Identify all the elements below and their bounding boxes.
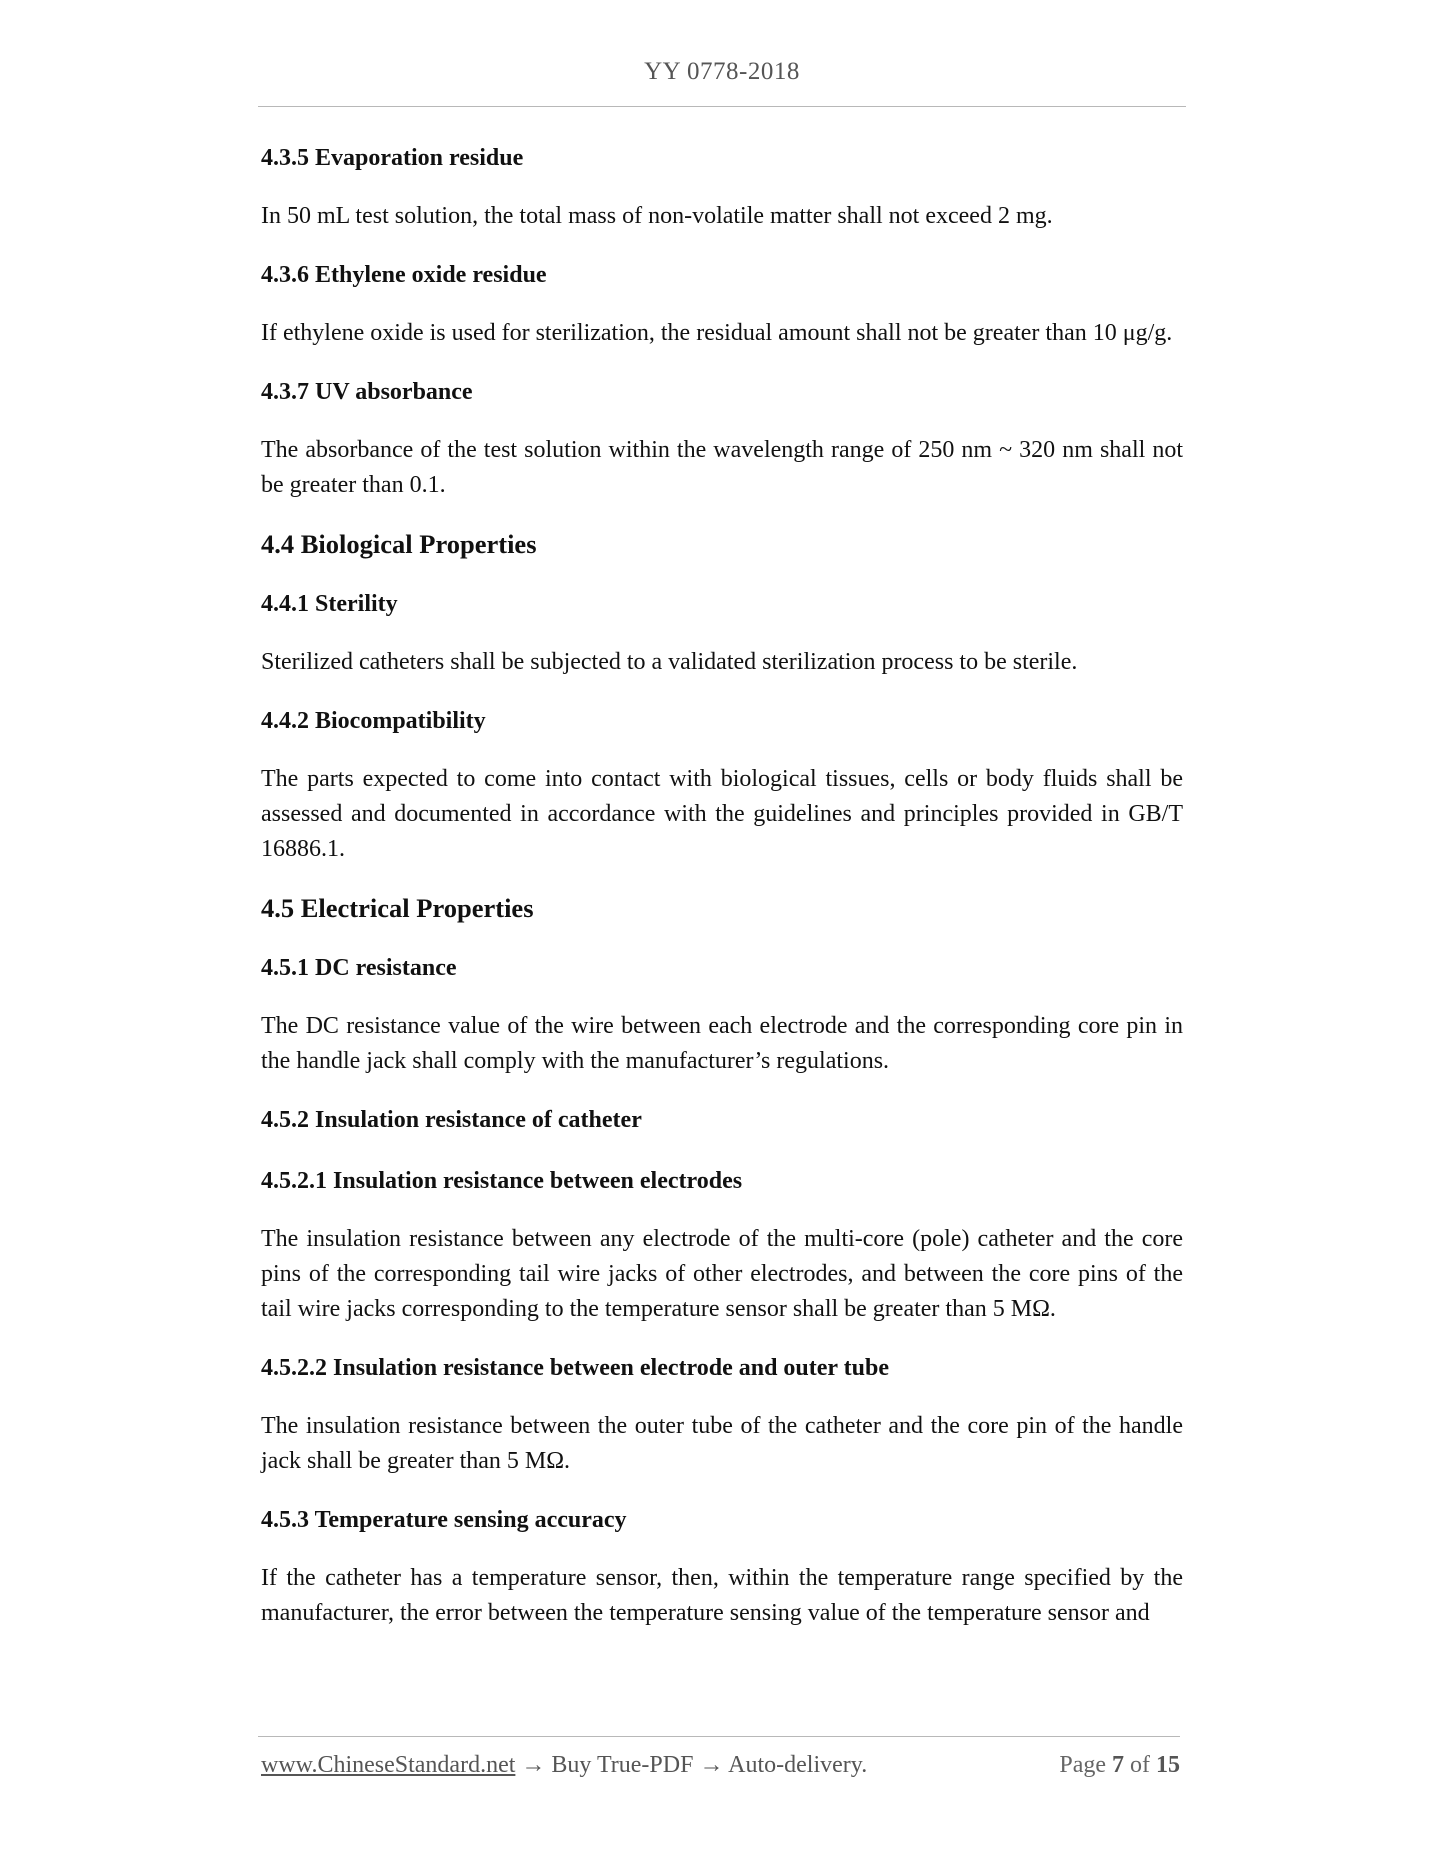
arrow-icon: →	[521, 1752, 546, 1778]
footer-promo	[261, 1752, 867, 1779]
heading-4-3-6: 4.3.6 Ethylene oxide residue	[261, 262, 547, 288]
heading-4-5-3: 4.5.3 Temperature sensing accuracy	[261, 1507, 627, 1533]
page-number	[1030, 1752, 1180, 1779]
heading-4-3-7: 4.3.7 UV absorbance	[261, 379, 473, 405]
page-total: 15	[1156, 1752, 1180, 1778]
delivery-text: Auto-delivery.	[728, 1752, 868, 1778]
paragraph-4-4-2: The parts expected to come into contact with biological tissues, cells or body fluids shall be assessed and documented in accordance with the guidelines and principles provided in GB/T 16886.1.	[261, 766, 1183, 862]
heading-4-4: 4.4 Biological Properties	[261, 529, 537, 559]
heading-4-5-2-2: 4.5.2.2 Insulation resistance between electrode and outer tube	[261, 1355, 889, 1381]
of-label: of	[1130, 1752, 1150, 1778]
heading-4-5: 4.5 Electrical Properties	[261, 893, 534, 923]
site-link[interactable]: www.ChineseStandard.net	[261, 1752, 516, 1778]
heading-4-3-5: 4.3.5 Evaporation residue	[261, 145, 524, 171]
buy-text: Buy True-PDF	[551, 1752, 694, 1778]
heading-4-5-2: 4.5.2 Insulation resistance of catheter	[261, 1107, 642, 1133]
paragraph-4-3-5: In 50 mL test solution, the total mass of non-volatile matter shall not exceed 2 mg.	[261, 203, 1053, 229]
paragraph-4-4-1: Sterilized catheters shall be subjected to a validated sterilization process to be sterile.	[261, 649, 1078, 675]
document-code-header: YY 0778-2018	[644, 58, 800, 85]
page-label: Page	[1059, 1752, 1106, 1778]
paragraph-4-3-6: If ethylene oxide is used for sterilization, the residual amount shall not be greater than 10 μg/g.	[261, 320, 1173, 346]
paragraph-4-5-2-2: The insulation resistance between the outer tube of the catheter and the core pin of the handle jack shall be greater than 5 MΩ.	[261, 1413, 1183, 1474]
heading-4-4-1: 4.4.1 Sterility	[261, 591, 398, 617]
header-divider	[258, 106, 1186, 107]
page-current: 7	[1112, 1752, 1124, 1778]
page-content	[261, 138, 1183, 1652]
paragraph-4-3-7: The absorbance of the test solution within the wavelength range of 250 nm ~ 320 nm shall not be greater than 0.1.	[261, 437, 1183, 498]
arrow-icon: →	[699, 1752, 724, 1778]
paragraph-4-5-1: The DC resistance value of the wire between each electrode and the corresponding core pin in the handle jack shall comply with the manufacturer’s regulations.	[261, 1013, 1183, 1074]
paragraph-4-5-3: If the catheter has a temperature sensor, then, within the temperature range specified by the manufacturer, the error between the temperature sensing value of the temperature sensor and	[261, 1565, 1183, 1626]
heading-4-5-1: 4.5.1 DC resistance	[261, 955, 457, 981]
heading-4-5-2-1: 4.5.2.1 Insulation resistance between electrodes	[261, 1168, 743, 1194]
footer-divider	[258, 1736, 1180, 1737]
paragraph-4-5-2-1: The insulation resistance between any electrode of the multi-core (pole) catheter and the core pins of the corresponding tail wire jacks of other electrodes, and between the core pins of the tail wire jacks corresponding to the temperature sensor shall be greater than 5 MΩ.	[261, 1226, 1183, 1322]
heading-4-4-2: 4.4.2 Biocompatibility	[261, 708, 486, 734]
